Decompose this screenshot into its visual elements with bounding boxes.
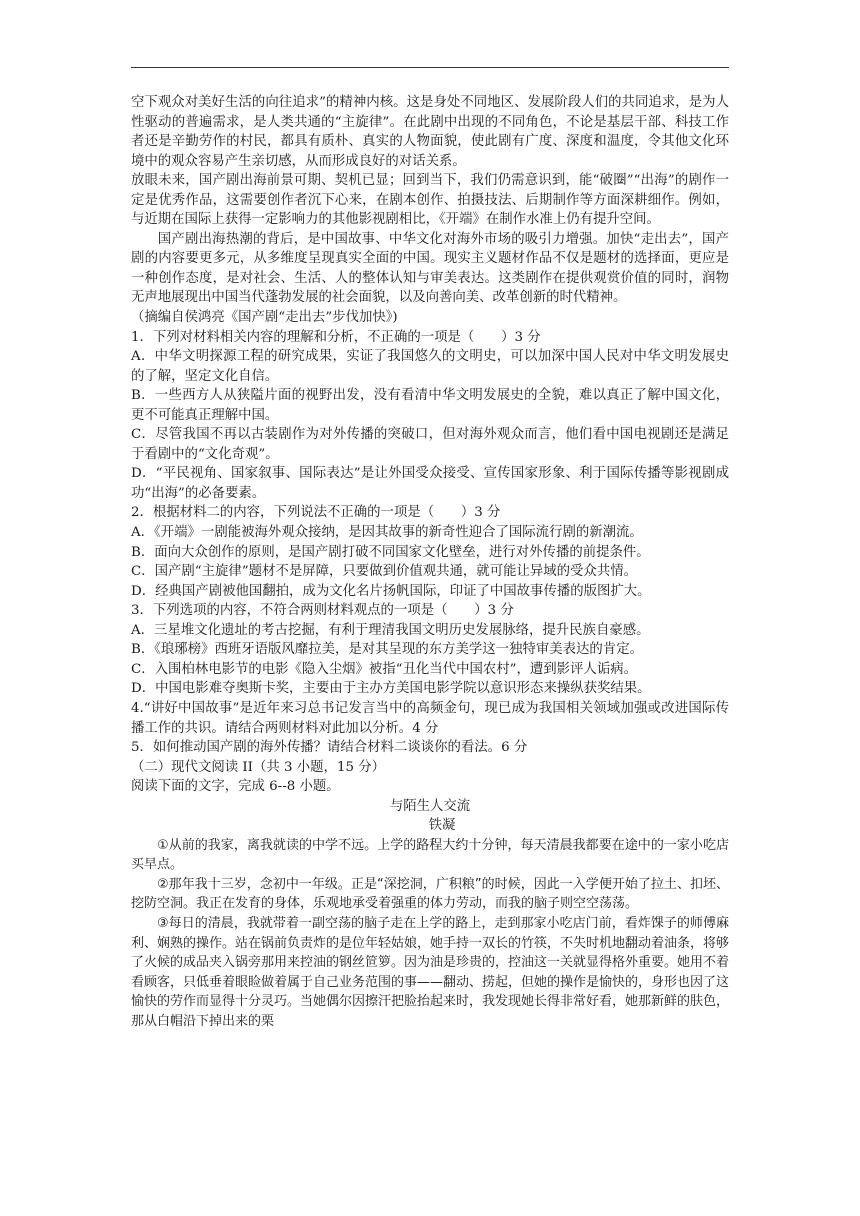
paragraph: D．经典国产剧被他国翻拍，成为文化名片扬帆国际，印证了中国故事传播的版图扩大。 (131, 583, 651, 599)
paragraph: 3．下列选项的内容，不符合两则材料观点的一项是（ ）3 分 (131, 603, 514, 619)
paragraph: 4.“讲好中国故事”是近年来习总书记发言当中的高频金句，现已成为我国相关领域加强或改进国际传播工作的共识。请结合两则材料对此加以分析。4 分 (131, 700, 729, 736)
paragraph: 空下观众对美好生活的向往追求”的精神内核。这是身处不同地区、发展阶段人们的共同追求，是为人性驱动的普遍需求，是人类共通的“主旋律”。在此剧中出现的不同角色，不论是基层干部、科技工作者还是辛勤劳作的村民，都具有质朴、真实的人物面貌，使此剧有广度、深度和温度，令其他文化环境中的观众容易产生亲切感，从而形成良好的对话关系。 (131, 95, 729, 169)
article-title: 与陌生人交流 (389, 798, 471, 814)
paragraph: D．中国电影难夺奥斯卡奖，主要由于主办方美国电影学院以意识形态来操纵获奖结果。 (131, 681, 651, 697)
paragraph: 阅读下面的文字，完成 6--8 小题。 (131, 779, 340, 795)
paragraph: B．一些西方人从狭隘片面的视野出发，没有看清中华文明发展史的全貌，难以真正了解中国文化，更不可能真正理解中国。 (131, 388, 729, 423)
header-rule (131, 67, 729, 68)
paragraph: 1．下列对材料相关内容的理解和分析，不正确的一项是（ ）3 分 (131, 329, 541, 345)
paragraph: C．尽管我国不再以古装剧作为对外传播的突破口，但对海外观众而言，他们看中国电视剧还是满足于看剧中的“文化奇观”。 (131, 427, 729, 462)
paragraph: A．三星堆文化遗址的考古挖掘，有利于理清我国文明历史发展脉络，提升民族自豪感。 (131, 622, 650, 638)
paragraph: B．面向大众创作的原则，是国产剧打破不同国家文化壁垒，进行对外传播的前提条件。 (131, 544, 650, 560)
paragraph: C．国产剧“主旋律”题材不是屏障，只要做到价值观共通，就可能让异域的受众共情。 (131, 564, 637, 580)
paragraph: ②那年我十三岁，念初中一年级。正是“深挖洞，广积粮”的时候，因此一入学便开始了拉土、扣坯、挖防空洞。我正在发育的身体，乐观地承受着强重的体力劳动，而我的脑子则空空荡荡。 (131, 876, 729, 912)
paragraph: C．入围柏林电影节的电影《隐入尘烟》被指“丑化当代中国农村”，遭到影评人诟病。 (131, 661, 637, 677)
paragraph: （摘编自侯鸿亮《国产剧“走出去”步伐加快》) (131, 310, 398, 326)
paragraph: 2．根据材料二的内容，下列说法不正确的一项是（ ）3 分 (131, 505, 501, 521)
paragraph: D．“平民视角、国家叙事、国际表达”是让外国受众接受、宣传国家形象、利于国际传播等影视剧成功“出海”的必备要素。 (131, 466, 729, 501)
paragraph: A．《开端》一剧能被海外观众接纳，是因其故事的新奇性迎合了国际流行剧的新潮流。 (131, 525, 643, 541)
paragraph: A．中华文明探源工程的研究成果，实证了我国悠久的文明史，可以加深中国人民对中华文明发展史的了解，坚定文化自信。 (131, 349, 729, 384)
document-body (131, 93, 729, 1031)
paragraph: 放眼未来，国产剧出海前景可期、契机已显；回到当下，我们仍需意识到，能“破圈”“出海”的剧作一定是优秀作品，这需要创作者沉下心来，在剧本创作、拍摄技法、后期制作等方面深耕细作。例如，与近期在国际上获得一定影响力的其他影视剧相比，《开端》在制作水准上仍有提升空间。 (131, 173, 729, 228)
paragraph: ①从前的我家，离我就读的中学不远。上学的路程大约十分钟，每天清晨我都要在途中的一家小吃店买早点。 (131, 837, 729, 873)
paragraph: ③每日的清晨，我就带着一副空荡的脑子走在上学的路上，走到那家小吃店门前，看炸馃子的师傅麻利、娴熟的操作。站在锅前负责炸的是位年轻姑娘，她手持一双长的竹筷，不失时机地翻动着油条，将够了火候的成品夹入锅旁那用来控油的钢丝笸箩。因为油是珍贵的，控油这一关就显得格外重要。她用不着看顾客，只低垂着眼睑做着属于自己业务范围的事——翻动、捞起，但她的操作是愉快的，身形也因了这愉快的劳作而显得十分灵巧。当她偶尔因擦汗把脸抬起来时，我发现她长得非常好看，她那新鲜的肤色，那从白帽沿下掉出来的栗 (131, 915, 730, 1029)
paragraph: 国产剧出海热潮的背后，是中国故事、中华文化对海外市场的吸引力增强。加快“走出去”，国产剧的内容要更多元，从多维度呈现真实全面的中国。现实主义题材作品不仅是题材的选择面，更应是一种创作态度，是对社会、生活、人的整体认知与审美表达。这类剧作在提供观赏价值的同时，润物无声地展现出中国当代蓬勃发展的社会面貌，以及向善向美、改革创新的时代精神。 (131, 231, 729, 306)
paragraph: B．《琅琊榜》西班牙语版风靡拉美，是对其呈现的东方美学这一独特审美表达的肯定。 (131, 642, 643, 658)
paragraph: 5．如何推动国产剧的海外传播？请结合材料二谈谈你的看法。6 分 (131, 740, 528, 756)
article-author: 铁凝 (428, 818, 456, 834)
paragraph: （二）现代文阅读 II（共 3 小题，15 分） (131, 759, 386, 775)
